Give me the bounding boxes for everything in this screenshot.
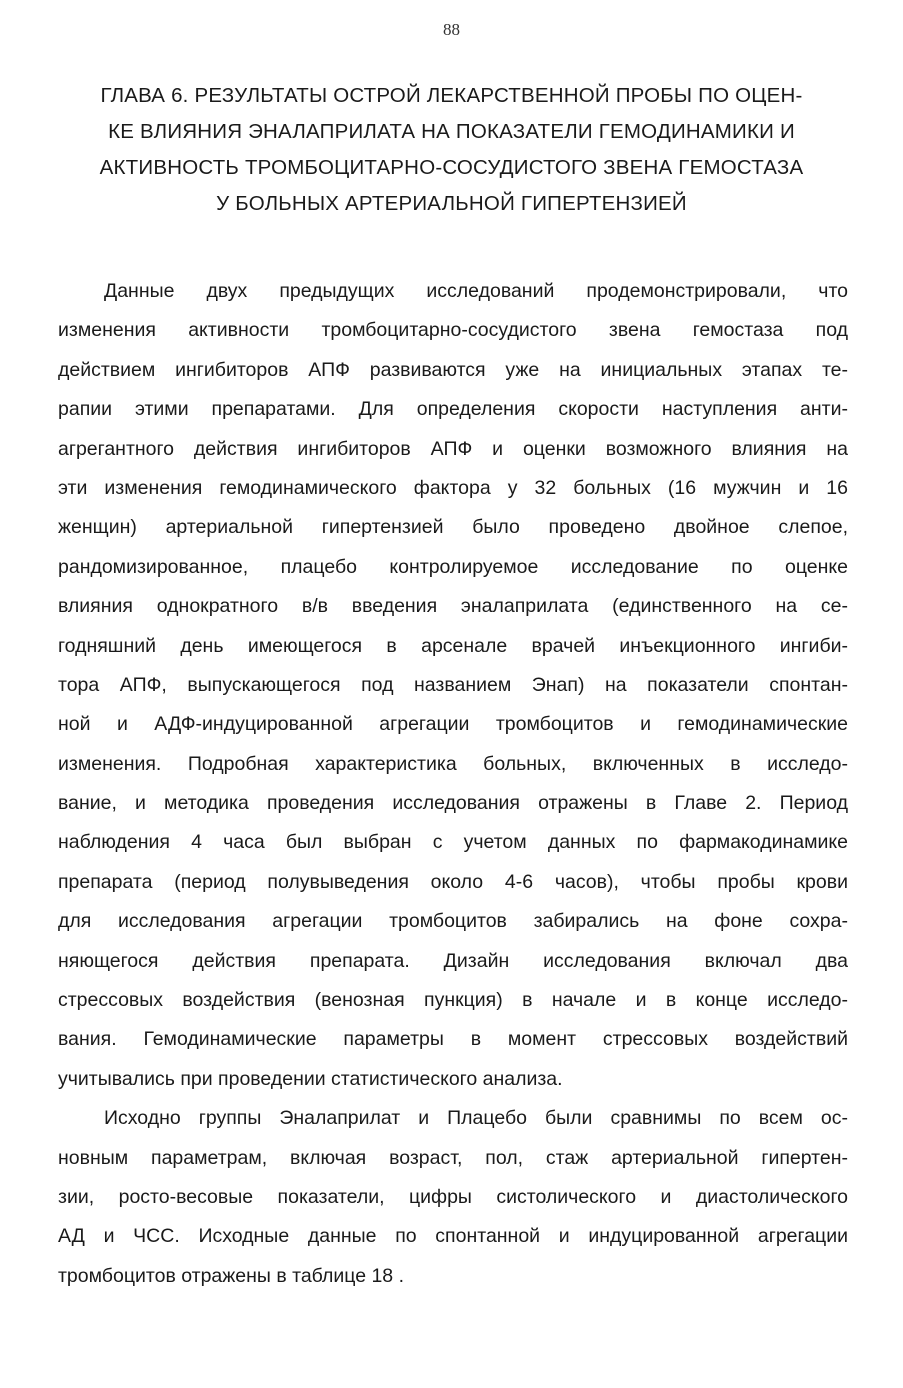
chapter-title-line: АКТИВНОСТЬ ТРОМБОЦИТАРНО-СОСУДИСТОГО ЗВЕНА ГЕМОСТАЗА [99,156,804,179]
text-line: влияния однократного в/в введения эналаприлата (единственного на се- [58,595,848,618]
chapter-title-line: ГЛАВА 6. РЕЗУЛЬТАТЫ ОСТРОЙ ЛЕКАРСТВЕННОЙ ПРОБЫ ПО ОЦЕН- [100,84,803,107]
text-line: годняшний день имеющегося в арсенале врачей инъекционного ингиби- [58,634,848,657]
text-line: тромбоцитов отражены в таблице 18 . [58,1264,404,1287]
text-line: няющегося действия препарата. Дизайн исследования включал два [58,949,848,972]
text-line: стрессовых воздействия (венозная пункция) в начале и в конце исследо- [58,989,848,1012]
text-line: АД и ЧСС. Исходные данные по спонтанной и индуцированной агрегации [58,1225,848,1248]
text-line: рапии этими препаратами. Для определения скорости наступления анти- [58,398,848,421]
chapter-title [50,78,853,222]
text-line: рандомизированное, плацебо контролируемое исследование по оценке [58,555,848,578]
text-line: женщин) артериальной гипертензией было проведено двойное слепое, [58,516,848,539]
text-line: тора АПФ, выпускающегося под названием Энап) на показатели спонтан- [58,673,848,696]
text-line: изменения. Подробная характеристика больных, включенных в исследо- [58,752,848,775]
text-line: эти изменения гемодинамического фактора у 32 больных (16 мужчин и 16 [58,476,848,499]
text-line: Данные двух предыдущих исследований продемонстрировали, что [104,280,848,302]
text-line: вания. Гемодинамические параметры в момент стрессовых воздействий [58,1028,848,1051]
text-line: наблюдения 4 часа был выбран с учетом данных по фармакодинамике [58,831,848,854]
text-line: вание, и методика проведения исследования отражены в Главе 2. Период [58,792,848,815]
text-line: новным параметрам, включая возраст, пол, стаж артериальной гипертен- [58,1146,848,1169]
text-line: изменения активности тромбоцитарно-сосудистого звена гемостаза под [58,319,848,342]
chapter-title-line: КЕ ВЛИЯНИЯ ЭНАЛАПРИЛАТА НА ПОКАЗАТЕЛИ ГЕМОДИНАМИКИ И [108,120,795,143]
text-line: препарата (период полувыведения около 4-6 часов), чтобы пробы крови [58,870,848,893]
paragraph-2 [58,1099,848,1296]
text-line: учитывались при проведении статистического анализа. [58,1067,563,1090]
page-number: 88 [443,20,460,39]
text-line: действием ингибиторов АПФ развиваются уже на инициальных этапах те- [58,358,848,381]
text-line: Исходно группы Эналаприлат и Плацебо были сравнимы по всем ос- [104,1107,848,1130]
body-text [58,272,848,1296]
chapter-title-line: У БОЛЬНЫХ АРТЕРИАЛЬНОЙ ГИПЕРТЕНЗИЕЙ [216,192,687,215]
text-line: для исследования агрегации тромбоцитов забирались на фоне сохра- [58,910,848,933]
text-line: агрегантного действия ингибиторов АПФ и оценки возможного влияния на [58,437,848,460]
text-line: ной и АДФ-индуцированной агрегации тромбоцитов и гемодинамические [58,713,848,736]
text-line: зии, росто-весовые показатели, цифры систолического и диастолического [58,1185,848,1208]
paragraph-1 [58,272,848,1099]
